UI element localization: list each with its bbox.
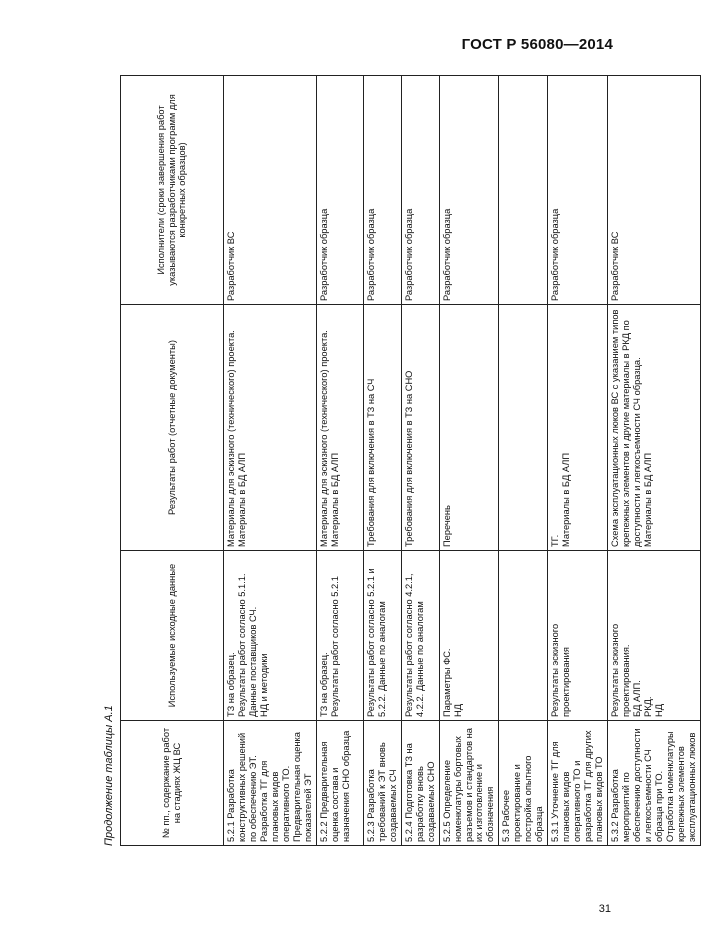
table-section-row [499, 76, 548, 846]
table-row [548, 76, 608, 846]
results-cell: Требования для включения в ТЗ на СЧ [363, 305, 401, 551]
empty-cell [499, 305, 548, 551]
inputs-cell: Результаты эскизного проектирования. БД АЛП. РКД. НД [608, 551, 701, 721]
executor-cell: Разработчик образца [401, 76, 439, 305]
table-caption: Продолжение таблицы А.1 [103, 705, 115, 846]
table-row [224, 76, 317, 846]
table-row [363, 76, 401, 846]
executor-cell: Разработчик образца [548, 76, 608, 305]
empty-cell [499, 76, 548, 305]
results-cell: Перечень [439, 305, 499, 551]
table-row [439, 76, 499, 846]
rotated-table-container [103, 76, 697, 846]
results-cell: Материалы для эскизного (технического) проекта. Материалы в БД АЛП [224, 305, 317, 551]
column-header-results: Результаты работ (отчетные документы) [121, 305, 224, 551]
inputs-cell: Параметры ФС. НД [439, 551, 499, 721]
executor-cell: Разработчик ВС [608, 76, 701, 305]
work-cell: 5.2.5 Определение номенклатуры бортовых разъемов и стандартов на их изготовление и обозначения [439, 721, 499, 846]
work-cell: 5.2.4 Подготовка ТЗ на разработку вновь создаваемых СНО [401, 721, 439, 846]
table-landscape-frame [103, 76, 697, 846]
results-cell: Требования для включения в ТЗ на СНО [401, 305, 439, 551]
work-cell: 5.3.2 Разработка мероприятий по обеспечению доступности и легкосъемности СЧ образца при ТО. Отработка номенклатуры крепежных элементов эксплуатационных люков [608, 721, 701, 846]
inputs-cell: ТЗ на образец. Результаты работ согласно 5.1.1. Данные поставщиков СЧ. НД и методики [224, 551, 317, 721]
table-row [401, 76, 439, 846]
column-header-executors: Исполнители (сроки завершения работ указываются разработчиками программ для конкретных образцов) [121, 76, 224, 305]
table-row [608, 76, 701, 846]
inputs-cell: Результаты эскизного проектирования [548, 551, 608, 721]
table-row [316, 76, 363, 846]
column-header-work: № пп., содержание работ на стадиях ЖЦ ВС [121, 721, 224, 846]
results-cell: Схема эксплуатационных люков ВС с указанием типов крепежных элементов и другие материалы в РКД по доступности и легкосъемности СЧ образца. Материалы в БД АЛП [608, 305, 701, 551]
inputs-cell: ТЗ на образец. Результаты работ согласно 5.2.1 [316, 551, 363, 721]
work-cell: 5.3.1 Уточнение ТГ для плановых видов оперативного ТО и разработка ТГ для других плановых видов ТО [548, 721, 608, 846]
section-cell: 5.3 Рабочее проектирование и постройка опытного образца [499, 721, 548, 846]
table-header-row [121, 76, 224, 846]
executor-cell: Разработчик образца [363, 76, 401, 305]
executor-cell: Разработчик образца [439, 76, 499, 305]
executor-cell: Разработчик образца [316, 76, 363, 305]
results-cell: ТГ. Материалы в БД АЛП [548, 305, 608, 551]
column-header-inputs: Используемые исходные данные [121, 551, 224, 721]
results-cell: Материалы для эскизного (технического) проекта. Материалы в БД АЛП [316, 305, 363, 551]
work-cell: 5.2.1 Разработка конструктивных решений по обеспечению ЭТ. Разработка ТГ для плановых видов оперативного ТО. Предварительная оценка показателей ЭТ [224, 721, 317, 846]
document-code: ГОСТ Р 56080—2014 [461, 36, 613, 53]
requirements-table [120, 75, 701, 846]
work-cell: 5.2.3 Разработка требований к ЭТ вновь создаваемых СЧ [363, 721, 401, 846]
work-cell: 5.2.2 Предварительная оценка состава и назначения СНО образца [316, 721, 363, 846]
empty-cell [499, 551, 548, 721]
inputs-cell: Результаты работ согласно 5.2.1 и 5.2.2. Данные по аналогам [363, 551, 401, 721]
page-number: 31 [598, 903, 611, 915]
inputs-cell: Результаты работ согласно 4.2.1, 4.2.2. Данные по аналогам [401, 551, 439, 721]
executor-cell: Разработчик ВС [224, 76, 317, 305]
